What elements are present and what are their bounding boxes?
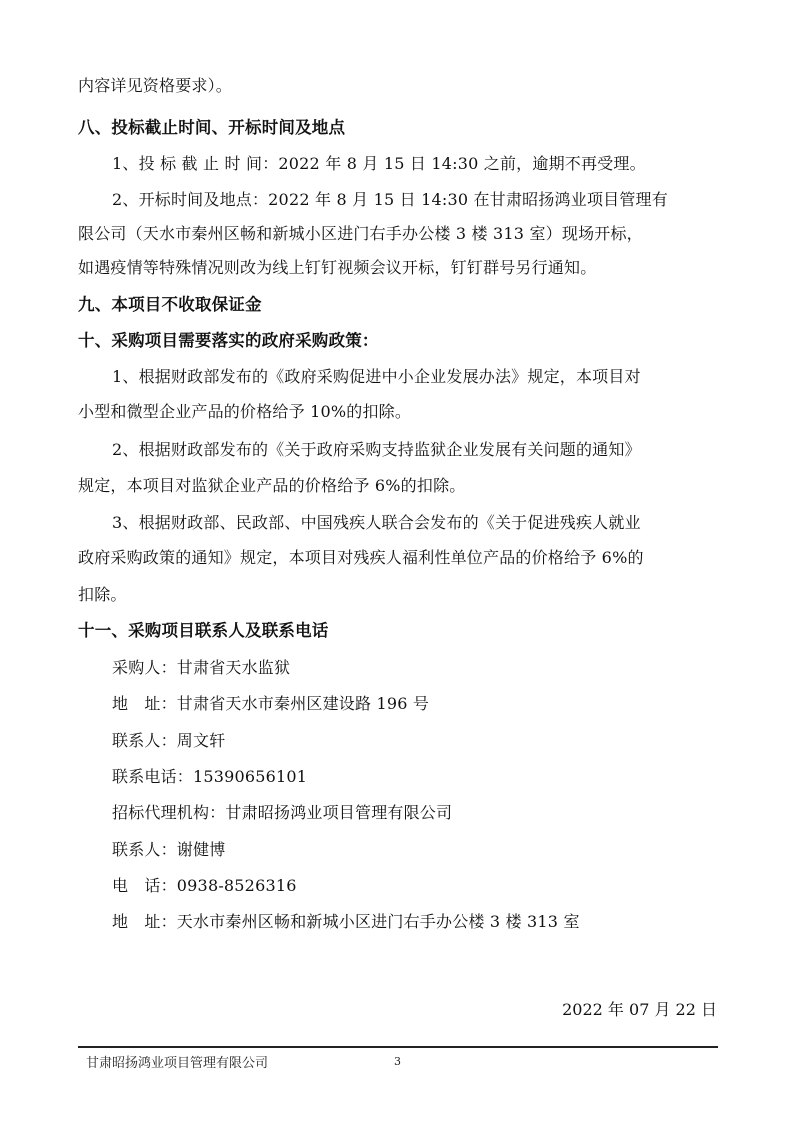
page-number: 3: [394, 1055, 401, 1068]
text-line: 扣除。: [78, 585, 127, 604]
section-heading-11: 十一、采购项目联系人及联系电话: [78, 621, 329, 640]
contact-line: 联系电话：15390656101: [112, 767, 308, 786]
text-line: 2、根据财政部发布的《关于政府采购支持监狱企业发展有关问题的通知》: [112, 440, 641, 459]
document-date: 2022 年 07 月 22 日: [562, 1000, 717, 1019]
contact-line: 联系人：谢健博: [112, 840, 226, 859]
footer-company: 甘肃昭扬鸿业项目管理有限公司: [86, 1056, 269, 1071]
contact-line: 电 话：0938-8526316: [112, 876, 297, 895]
text-line: 2、开标时间及地点：2022 年 8 月 15 日 14:30 在甘肃昭扬鸿业项目管理有: [112, 190, 668, 209]
text-line: 小型和微型企业产品的价格给予 10%的扣除。: [78, 402, 412, 421]
section-heading-8: 八、投标截止时间、开标时间及地点: [78, 118, 346, 137]
contact-line: 地 址：甘肃省天水市秦州区建设路 196 号: [112, 694, 430, 713]
text-line: 1、根据财政部发布的《政府采购促进中小企业发展办法》规定，本项目对: [112, 367, 641, 386]
text-line: 限公司（天水市秦州区畅和新城小区进门右手办公楼 3 楼 313 室）现场开标，: [78, 224, 643, 243]
text-line: 规定，本项目对监狱企业产品的价格给予 6%的扣除。: [78, 476, 466, 495]
contact-line: 联系人：周文轩: [112, 731, 226, 750]
contact-line: 采购人：甘肃省天水监狱: [112, 658, 291, 677]
contact-line: 招标代理机构：甘肃昭扬鸿业项目管理有限公司: [112, 803, 453, 822]
footer-divider: [78, 1046, 718, 1048]
text-line: 内容详见资格要求）。: [78, 76, 233, 95]
text-line: 3、根据财政部、民政部、中国残疾人联合会发布的《关于促进残疾人就业: [112, 513, 641, 532]
text-line: 政府采购政策的通知》规定，本项目对残疾人福利性单位产品的价格给予 6%的: [78, 548, 644, 567]
text-line: 1、投 标 截 止 时 间：2022 年 8 月 15 日 14:30 之前，逾期不再受理。: [112, 154, 646, 173]
section-heading-10: 十、采购项目需要落实的政府采购政策：: [78, 331, 379, 350]
section-heading-9: 九、本项目不收取保证金: [78, 295, 262, 314]
text-line: 如遇疫情等特殊情况则改为线上钉钉视频会议开标，钉钉群号另行通知。: [78, 258, 597, 277]
contact-line: 地 址：天水市秦州区畅和新城小区进门右手办公楼 3 楼 313 室: [112, 912, 580, 931]
